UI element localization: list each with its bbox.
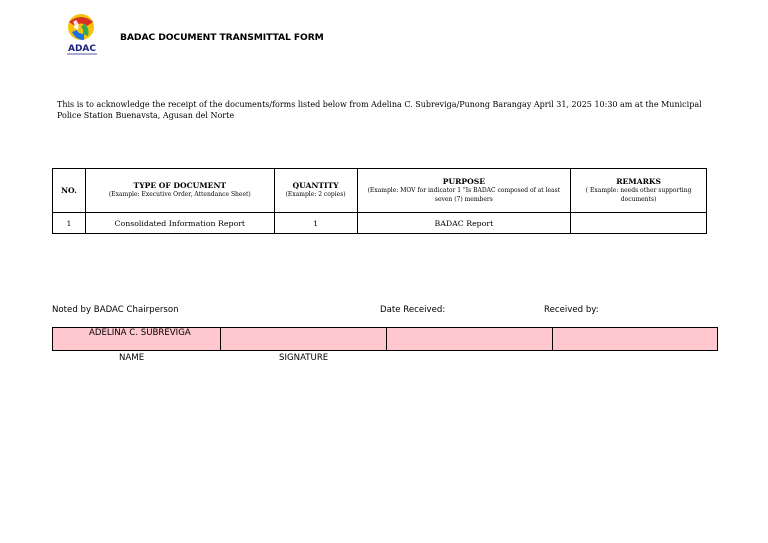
badac-logo	[62, 10, 102, 56]
received-by-cell[interactable]	[553, 328, 717, 350]
signature-label: SIGNATURE	[279, 353, 329, 363]
date-received-cell[interactable]	[387, 328, 553, 350]
header-quantity-label: QUANTITY	[292, 181, 339, 191]
documents-table	[52, 168, 707, 234]
table-header-row	[53, 169, 707, 213]
logo-text: ADAC	[67, 44, 97, 54]
received-by-label: Received by:	[544, 305, 599, 315]
header-purpose	[357, 169, 571, 213]
cell-purpose: BADAC Report	[357, 213, 571, 234]
name-label: NAME	[119, 353, 145, 363]
noted-by-label: Noted by BADAC Chairperson	[52, 305, 179, 315]
cell-type: Consolidated Information Report	[85, 213, 274, 234]
badac-logo-icon	[62, 10, 102, 56]
header-remarks-example: ( Example: needs other supporting documents)	[585, 187, 692, 203]
header-quantity	[274, 169, 357, 213]
header-quantity-example: (Example: 2 copies)	[285, 191, 346, 199]
header-no-label: NO.	[61, 185, 77, 195]
form-title: BADAC DOCUMENT TRANSMITTAL FORM	[120, 32, 324, 43]
chairperson-name-cell[interactable]	[53, 328, 221, 350]
signature-row	[52, 327, 718, 351]
chairperson-signature-cell[interactable]	[221, 328, 387, 350]
header-purpose-label: PURPOSE	[442, 177, 485, 186]
cell-remarks	[571, 213, 707, 234]
header-type-label: TYPE OF DOCUMENT	[133, 181, 227, 191]
header-type	[85, 169, 274, 213]
chairperson-name: ADELINA C. SUBREVIGA	[89, 328, 191, 338]
cell-quantity: 1	[274, 213, 357, 234]
table-row	[53, 213, 707, 234]
header-purpose-example: (Example: MOV for indicator 1 "Is BADAC composed of at least seven (7) members	[367, 187, 561, 203]
header-no	[53, 169, 86, 213]
acknowledgement-text: This is to acknowledge the receipt of the documents/forms listed below from Adelina C. Subreviga/Punong Barangay April 31, 2025 10:30 am at the Municipal Police Station Buenavsta, Agusan del Norte	[57, 100, 702, 120]
header-type-example: (Example: Executive Order, Attendance Sheet)	[108, 191, 251, 199]
date-received-label: Date Received:	[380, 305, 446, 315]
header-remarks	[571, 169, 707, 213]
cell-no: 1	[53, 213, 86, 234]
header-remarks-label: REMARKS	[616, 177, 661, 186]
